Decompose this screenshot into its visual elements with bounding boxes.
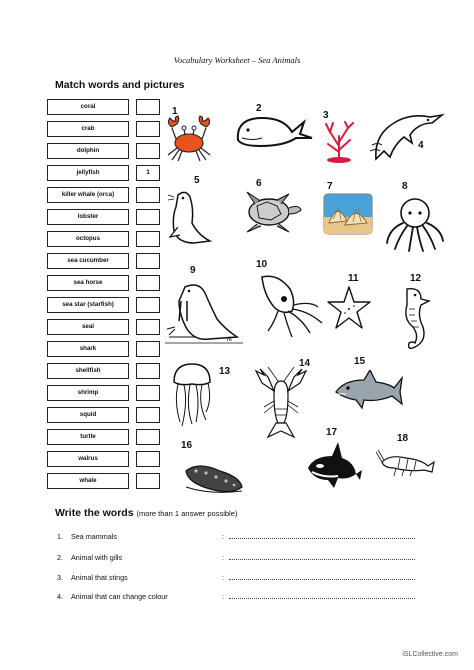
shark-picture [334, 370, 404, 410]
answer-box[interactable] [136, 451, 160, 467]
word-label: seal [47, 319, 129, 335]
word-label: walrus [47, 451, 129, 467]
question-text: Sea mammals [71, 532, 117, 541]
question-number: 1. [57, 532, 63, 541]
picture-number: 2 [256, 103, 262, 114]
answer-box[interactable] [136, 319, 160, 335]
section-heading-write [55, 507, 237, 519]
picture-number: 17 [326, 427, 338, 438]
answer-box[interactable] [136, 275, 160, 291]
picture-number: 15 [354, 356, 366, 367]
answer-box[interactable] [136, 187, 160, 203]
picture-number: 9 [190, 265, 196, 276]
answer-box[interactable]: 1 [136, 165, 160, 181]
question-item [57, 592, 168, 601]
answer-line-4[interactable] [229, 592, 415, 599]
answer-box[interactable] [136, 429, 160, 445]
picture-number: 6 [256, 178, 262, 189]
question-item [57, 553, 122, 562]
shellfish-picture [323, 193, 373, 235]
word-label: sea star (starfish) [47, 297, 129, 313]
walrus-picture [165, 277, 243, 347]
word-label: lobster [47, 209, 129, 225]
picture-number: 7 [327, 181, 333, 192]
word-label: whale [47, 473, 129, 489]
answer-box[interactable] [136, 231, 160, 247]
octopus-picture [383, 195, 447, 253]
word-label: sea cucumber [47, 253, 129, 269]
picture-number: 14 [299, 358, 311, 369]
word-label: shark [47, 341, 129, 357]
answer-line-2[interactable] [229, 553, 415, 560]
word-label: turtle [47, 429, 129, 445]
question-colon: : [222, 532, 224, 541]
coral-picture [320, 120, 358, 164]
starfish-picture [326, 285, 372, 331]
picture-number: 13 [219, 366, 231, 377]
killer-whale-picture [304, 440, 362, 492]
turtle-picture [237, 190, 305, 235]
section-heading-match: Match words and pictures [55, 79, 185, 91]
question-text: Animal with gills [71, 553, 123, 562]
seal-picture [164, 187, 214, 247]
answer-box[interactable] [136, 143, 160, 159]
question-number: 3. [57, 573, 63, 582]
word-label: octopus [47, 231, 129, 247]
walrus-tag: rk [227, 337, 232, 343]
word-label: dolphin [47, 143, 129, 159]
question-text: Animal that can change colour [71, 592, 168, 601]
sea-horse-picture [397, 285, 431, 357]
picture-number: 4 [418, 140, 424, 151]
answer-box[interactable] [136, 473, 160, 489]
answer-box[interactable] [136, 121, 160, 137]
question-colon: : [222, 553, 224, 562]
answer-line-1[interactable] [229, 532, 415, 539]
squid-picture [248, 271, 326, 341]
question-number: 4. [57, 592, 63, 601]
word-label: coral [47, 99, 129, 115]
picture-number: 12 [410, 273, 422, 284]
footer-watermark: iSLCollective.com [402, 651, 458, 658]
question-number: 2. [57, 553, 63, 562]
dolphin-picture [370, 105, 445, 165]
answer-box[interactable] [136, 407, 160, 423]
question-text: Animal that stings [71, 573, 128, 582]
shrimp-picture [376, 448, 436, 478]
write-heading-note: (more than 1 answer possible) [136, 509, 238, 518]
lobster-picture [250, 367, 312, 443]
write-heading-text: Write the words [55, 507, 134, 519]
answer-box[interactable] [136, 253, 160, 269]
picture-number: 18 [397, 433, 409, 444]
picture-number: 11 [348, 273, 359, 284]
answer-box[interactable] [136, 385, 160, 401]
question-colon: : [222, 592, 224, 601]
picture-number: 3 [323, 110, 329, 121]
word-label: crab [47, 121, 129, 137]
picture-number: 8 [402, 181, 408, 192]
word-label: shrimp [47, 385, 129, 401]
answer-line-3[interactable] [229, 573, 415, 580]
word-label: sea horse [47, 275, 129, 291]
answer-box[interactable] [136, 99, 160, 115]
crab-picture [164, 115, 214, 163]
question-item [57, 573, 128, 582]
picture-number: 16 [181, 440, 193, 451]
picture-number: 5 [194, 175, 200, 186]
answer-box[interactable] [136, 297, 160, 313]
jellyfish-picture [168, 362, 216, 428]
word-label: shellfish [47, 363, 129, 379]
sea-cucumber-picture [180, 455, 246, 497]
word-label: squid [47, 407, 129, 423]
question-item [57, 532, 117, 541]
picture-number: 1 [172, 106, 178, 117]
answer-box[interactable] [136, 209, 160, 225]
worksheet-title: Vocabulary Worksheet – Sea Animals [173, 55, 301, 65]
answer-box[interactable] [136, 363, 160, 379]
word-label: jellyfish [47, 165, 129, 181]
picture-number: 10 [256, 259, 268, 270]
word-label: killer whale (orca) [47, 187, 129, 203]
whale-picture [234, 110, 314, 150]
question-colon: : [222, 573, 224, 582]
answer-box[interactable] [136, 341, 160, 357]
